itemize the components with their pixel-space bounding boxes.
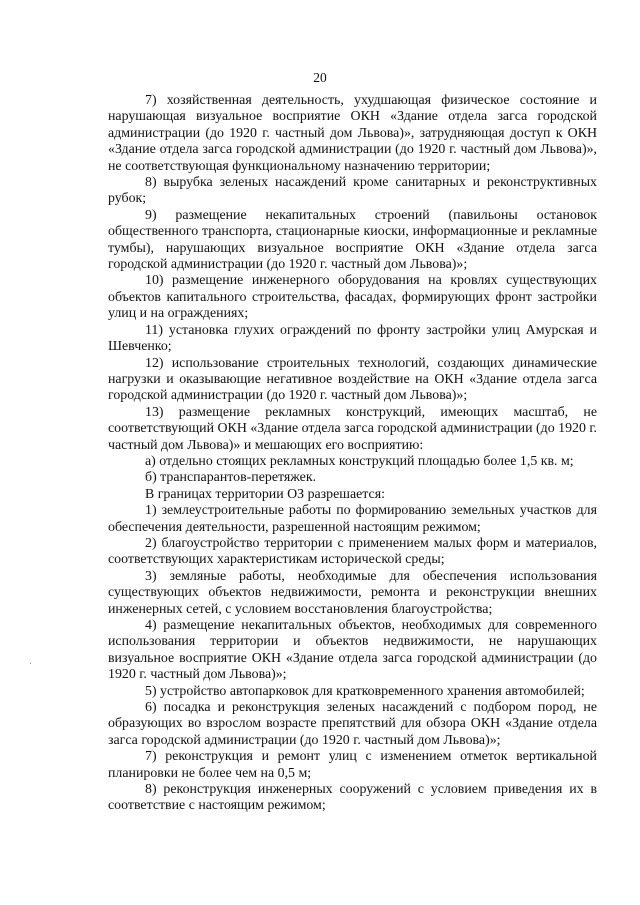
paragraph: 7) хозяйственная деятельность, ухудшающая физическое состояние и нарушающая визуальное восприятие ОКН «Здание отдела загса городской администрации (до 1920 г. частный дом Львова)», затрудняющая доступ к ОКН «Здание отдела загса городской администрации (до 1920 г. частный дом Львова)», не соответствующая функциональному назначению территории; bbox=[108, 93, 597, 174]
paragraph: 2) благоустройство территории с применением малых форм и материалов, соответствующих характеристикам исторической среды; bbox=[108, 535, 597, 568]
paragraph: 4) размещение некапитальных объектов, необходимых для современного использования территории и объектов недвижимости, не нарушающих визуальное восприятие ОКН «Здание отдела загса городской администрации (до 1920 г. частный дом Львова)»; bbox=[108, 618, 597, 683]
scan-speck bbox=[30, 663, 31, 664]
paragraph: 8) вырубка зеленых насаждений кроме санитарных и реконструктивных рубок; bbox=[108, 175, 597, 207]
paragraph: 7) реконструкция и ремонт улиц с изменением отметок вертикальной планировки не более чем на 0,5 м; bbox=[108, 749, 597, 781]
paragraph: б) транспарантов-перетяжек. bbox=[145, 470, 317, 486]
paragraph: В границах территории ОЗ разрешается: bbox=[145, 486, 385, 502]
document-body bbox=[108, 93, 597, 815]
paragraph: 13) размещение рекламных конструкций, имеющих масштаб, не соответствующий ОКН «Здание отдела загса городской администрации (до 1920 г. частный дом Львова)» и мешающих его восприятию: bbox=[108, 404, 597, 453]
paragraph: 3) земляные работы, необходимые для обеспечения использования существующих объектов недвижимости, ремонта и реконструкции внешних инженерных сетей, с условием восстановления благоустройства; bbox=[108, 568, 597, 617]
paragraph: 10) размещение инженерного оборудования на кровлях существующих объектов капитального строительства, фасадах, формирующих фронт застройки улиц и на ограждениях; bbox=[108, 273, 597, 322]
paragraph: 6) посадка и реконструкция зеленых насаждений с подбором пород, не образующих во взрослом возрасте препятствий для обзора ОКН «Здание отдела загса городской администрации (до 1920 г. частный дом Львова)»; bbox=[108, 700, 597, 748]
paragraph: 11) установка глухих ограждений по фронту застройки улиц Амурская и Шевченко; bbox=[108, 322, 597, 355]
paragraph: 9) размещение некапитальных строений (павильоны остановок общественного транспорта, стационарные киоски, информационные и рекламные тумбы), нарушающих визуальное восприятие ОКН «Здание отдела загса городской администрации (до 1920 г. частный дом Львова)»; bbox=[108, 207, 597, 273]
paragraph: а) отдельно стоящих рекламных конструкций площадью более 1,5 кв. м; bbox=[145, 453, 574, 469]
paragraph: 12) использование строительных технологий, создающих динамические нагрузки и оказывающие негативное воздействие на ОКН «Здание отдела загса городской администрации (до 1920 г. частный дом Львова)»; bbox=[108, 355, 597, 404]
paragraph: 1) землеустроительные работы по формированию земельных участков для обеспечения деятельности, разрешенной настоящим режимом; bbox=[108, 503, 597, 535]
paragraph: 5) устройство автопарковок для кратковременного хранения автомобилей; bbox=[145, 683, 585, 699]
paragraph: 8) реконструкция инженерных сооружений с условием приведения их в соответствие с настоящим режимом; bbox=[108, 782, 597, 814]
page-number: 20 bbox=[313, 70, 327, 85]
